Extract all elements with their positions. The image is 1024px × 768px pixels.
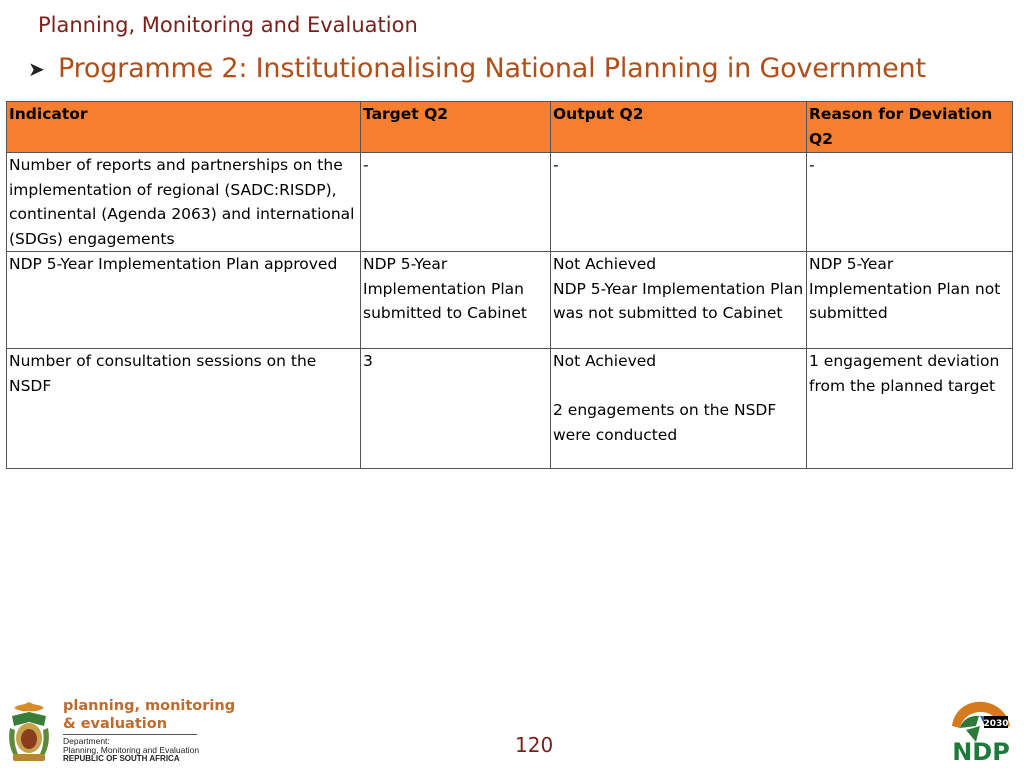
output-line: NDP 5-Year Implementation Plan xyxy=(553,279,804,298)
arrow-bullet-icon: ➤ xyxy=(28,56,45,81)
target-cell: - xyxy=(361,153,551,252)
ndp-2030-logo xyxy=(946,698,1016,764)
target-cell: 3 xyxy=(361,349,551,469)
column-header-target: Target Q2 xyxy=(361,102,551,153)
output-spacer xyxy=(553,374,804,399)
column-header-indicator: Indicator xyxy=(7,102,361,153)
section-title: Planning, Monitoring and Evaluation xyxy=(38,13,418,37)
reason-cell: 1 engagement deviation from the planned target xyxy=(807,349,1013,469)
republic-label: REPUBLIC OF SOUTH AFRICA xyxy=(63,754,180,763)
slide-title-row xyxy=(28,53,926,84)
indicator-cell: Number of reports and partnerships on the implementation of regional (SADC:RISDP), continental (Agenda 2063) and international (SDGs) engagements xyxy=(7,153,361,252)
indicator-cell: Number of consultation sessions on the NSDF xyxy=(7,349,361,469)
table-row xyxy=(7,252,1013,349)
page-number: 120 xyxy=(515,733,554,757)
column-header-reason: Reason for Deviation Q2 xyxy=(807,102,1013,153)
table-row xyxy=(7,349,1013,469)
table-row xyxy=(7,153,1013,252)
indicator-cell: NDP 5-Year Implementation Plan approved xyxy=(7,252,361,349)
reason-cell: NDP 5-Year Implementation Plan not submitted xyxy=(807,252,1013,349)
output-line: was not submitted to Cabinet xyxy=(553,304,783,322)
slide-title: Programme 2: Institutionalising National Planning in Government xyxy=(58,53,926,84)
dpme-logo xyxy=(2,698,236,766)
table-header-row xyxy=(7,102,1013,153)
department-name: Planning, Monitoring and Evaluation xyxy=(63,745,200,755)
output-cell xyxy=(551,153,807,252)
indicator-table xyxy=(6,101,1013,469)
coat-of-arms-icon xyxy=(4,698,54,764)
logo-text: NDP xyxy=(952,738,1010,764)
output-cell xyxy=(551,252,807,349)
output-line: 2 engagements on the NSDF were conducted xyxy=(553,401,777,444)
output-status: Not Achieved xyxy=(553,255,657,273)
output-status: Not Achieved xyxy=(553,352,657,370)
brand-divider xyxy=(63,734,197,735)
brand-line-2: & evaluation xyxy=(63,716,168,732)
output-line: - xyxy=(553,156,559,174)
reason-cell: - xyxy=(807,153,1013,252)
logo-year: 2030 xyxy=(983,719,1009,729)
output-cell xyxy=(551,349,807,469)
brand-line-1: planning, monitoring xyxy=(63,698,236,714)
column-header-output: Output Q2 xyxy=(551,102,807,153)
department-label: Department: xyxy=(63,736,110,746)
target-cell: NDP 5-Year Implementation Plan submitted to Cabinet xyxy=(361,252,551,349)
